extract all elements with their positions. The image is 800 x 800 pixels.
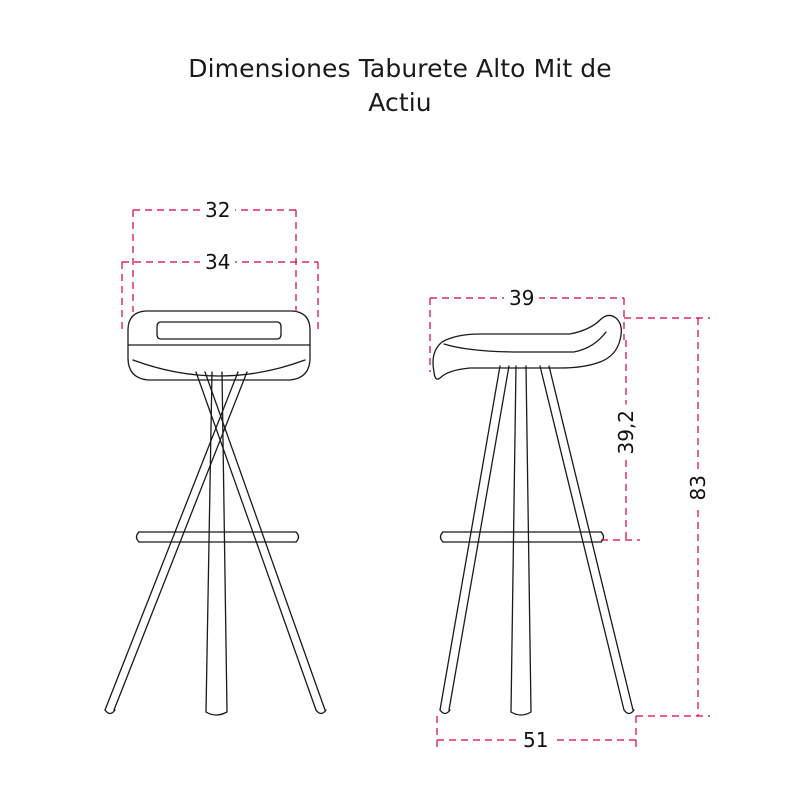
front-center-leg-foot bbox=[206, 712, 227, 715]
side-left-leg-foot bbox=[440, 710, 450, 714]
dim-label-seat-depth: 39 bbox=[504, 287, 539, 309]
side-footrest-center bbox=[508, 532, 535, 542]
dim-label-seat-width: 34 bbox=[200, 251, 235, 273]
front-backrest-slot bbox=[157, 322, 281, 339]
side-left-leg bbox=[440, 366, 509, 710]
side-center-leg bbox=[511, 366, 531, 712]
page-title-line-1: Dimensiones Taburete Alto Mit de bbox=[188, 54, 612, 83]
front-seat-underside bbox=[133, 360, 305, 376]
side-right-leg-foot bbox=[624, 710, 634, 714]
side-center-leg-foot bbox=[511, 712, 531, 715]
front-right-leg bbox=[196, 372, 325, 710]
front-footrest-left-cap bbox=[137, 532, 140, 542]
dim-label-seat-top-width: 32 bbox=[200, 199, 235, 221]
front-footrest-center bbox=[203, 532, 231, 542]
page-title-line-2: Actiu bbox=[368, 88, 432, 117]
dim-label-total-height: 83 bbox=[687, 470, 709, 505]
side-seat-shell bbox=[433, 315, 621, 379]
side-footrest-left-cap bbox=[441, 532, 444, 542]
front-footrest-right-cap bbox=[296, 532, 299, 542]
dim-label-base-width: 51 bbox=[518, 729, 553, 751]
side-view bbox=[433, 315, 634, 715]
dim-label-footrest-height: 39,2 bbox=[615, 405, 637, 460]
front-left-leg-foot bbox=[105, 710, 115, 714]
front-view bbox=[105, 311, 326, 715]
side-footrest-left bbox=[443, 532, 508, 542]
front-right-leg-foot bbox=[316, 710, 326, 714]
